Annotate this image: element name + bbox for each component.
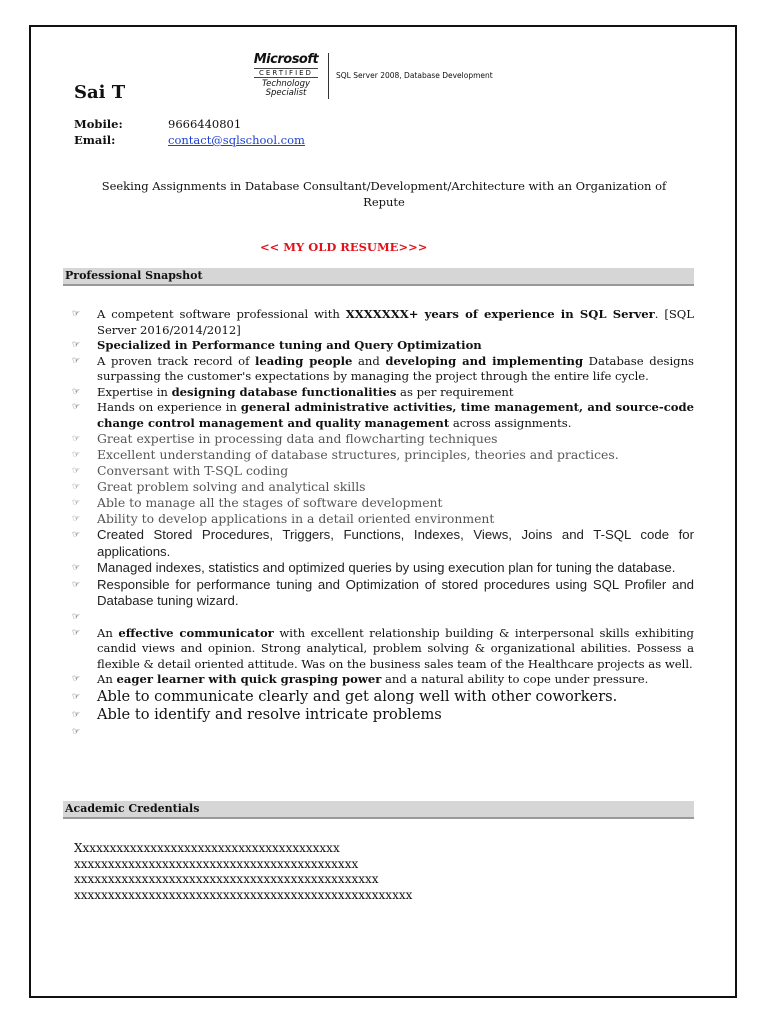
list-item: ☞ Hands on experience in general administrative activities, time management, and source-code change control management and quality management across assignments. — [72, 400, 694, 430]
pointing-hand-icon: ☞ — [72, 726, 81, 737]
pointing-hand-icon: ☞ — [72, 530, 81, 540]
logo-divider — [328, 53, 329, 99]
certification-caption: SQL Server 2008, Database Development — [336, 71, 493, 80]
list-item: ☞ Excellent understanding of database structures, principles, theories and practices. — [72, 447, 619, 462]
academic-line: xxxxxxxxxxxxxxxxxxxxxxxxxxxxxxxxxxxxxxxxxxxxxxxxxx — [74, 887, 413, 902]
candidate-name: Sai T — [74, 82, 126, 103]
logo-line-1: Technology — [261, 79, 310, 89]
pointing-hand-icon: ☞ — [72, 611, 81, 622]
academic-lines — [74, 841, 412, 903]
list-item: ☞ Expertise in designing database functionalities as per requirement — [72, 384, 514, 399]
pointing-hand-icon: ☞ — [72, 563, 81, 573]
pointing-hand-icon: ☞ — [72, 466, 81, 476]
pointing-hand-icon: ☞ — [72, 434, 81, 444]
pointing-hand-icon: ☞ — [72, 450, 81, 460]
academic-line: Xxxxxxxxxxxxxxxxxxxxxxxxxxxxxxxxxxxxxxx — [74, 841, 340, 855]
pointing-hand-icon: ☞ — [72, 386, 81, 397]
career-objective: Seeking Assignments in Database Consultant/Development/Architecture with an Organization of Repute — [101, 179, 667, 209]
academic-credentials-heading: Academic Credentials — [63, 801, 694, 819]
list-item: ☞ Great expertise in processing data and flowcharting techniques — [72, 431, 498, 446]
list-item: ☞ Managed indexes, statistics and optimized queries by using execution plan for tuning the database. — [72, 560, 676, 575]
logo-certified: CERTIFIED — [254, 68, 318, 78]
mobile-label: Mobile: — [74, 117, 123, 131]
list-item: ☞ Able to communicate clearly and get along well with other coworkers. — [72, 687, 618, 705]
pointing-hand-icon: ☞ — [72, 627, 81, 638]
list-item: ☞ Ability to develop applications in a detail oriented environment — [72, 511, 495, 526]
pointing-hand-icon: ☞ — [72, 579, 81, 590]
professional-snapshot-heading: Professional Snapshot — [63, 268, 694, 286]
academic-line: xxxxxxxxxxxxxxxxxxxxxxxxxxxxxxxxxxxxxxxxxx — [74, 856, 359, 871]
pointing-hand-icon: ☞ — [72, 482, 81, 492]
snapshot-list — [72, 307, 694, 741]
list-item: ☞ Created Stored Procedures, Triggers, Functions, Indexes, Views, Joins and T-SQL code for applications. — [72, 527, 694, 559]
email-link[interactable]: contact@sqlschool.com — [168, 133, 305, 147]
academic-line: xxxxxxxxxxxxxxxxxxxxxxxxxxxxxxxxxxxxxxxxxxxxx — [74, 872, 379, 886]
pointing-hand-icon: ☞ — [72, 309, 81, 319]
mobile-value: 9666440801 — [168, 117, 242, 131]
pointing-hand-icon: ☞ — [72, 355, 81, 366]
logo-brand: Microsoft — [253, 52, 319, 67]
list-item: ☞ An eager learner with quick grasping power and a natural ability to cope under pressure. — [72, 672, 649, 686]
email-label: Email: — [74, 133, 116, 147]
list-item: ☞ A proven track record of leading people and developing and implementing Database designs surpassing the customer's expectations by managing the project through the entire life cycle. — [72, 353, 694, 383]
list-item: ☞ Able to identify and resolve intricate problems — [72, 706, 442, 723]
list-item: ☞ Conversant with T-SQL coding — [72, 463, 289, 478]
list-item: ☞ Responsible for performance tuning and Optimization of stored procedures using SQL Profiler and Database tuning wizard. — [72, 576, 694, 608]
list-item: ☞ An effective communicator with excellent relationship building & interpersonal skills exhibiting candid views and opinion. Strong analytical, problem solving & organizational abilities. Possess a flexible & detail oriented attitude. Was on the business sales team of the Healthcare projects as well. — [72, 625, 694, 671]
old-resume-link[interactable]: << MY OLD RESUME>>> — [260, 240, 428, 254]
pointing-hand-icon: ☞ — [72, 340, 81, 350]
pointing-hand-icon: ☞ — [72, 691, 81, 702]
list-item: ☞ Great problem solving and analytical skills — [72, 479, 366, 494]
list-item: ☞ Specialized in Performance tuning and Query Optimization — [72, 338, 482, 352]
list-item: ☞ Able to manage all the stages of software development — [72, 495, 443, 510]
list-item: ☞ A competent software professional with XXXXXXX+ years of experience in SQL Server. [SQL Server 2016/2014/2012] — [72, 307, 695, 337]
pointing-hand-icon: ☞ — [72, 498, 81, 508]
pointing-hand-icon: ☞ — [72, 514, 81, 524]
pointing-hand-icon: ☞ — [72, 674, 81, 684]
list-item-empty — [72, 610, 694, 626]
list-item-empty — [72, 725, 694, 741]
pointing-hand-icon: ☞ — [72, 710, 81, 720]
pointing-hand-icon: ☞ — [72, 402, 81, 412]
microsoft-certified-logo — [250, 52, 322, 98]
logo-line-2: Specialist — [265, 88, 307, 98]
